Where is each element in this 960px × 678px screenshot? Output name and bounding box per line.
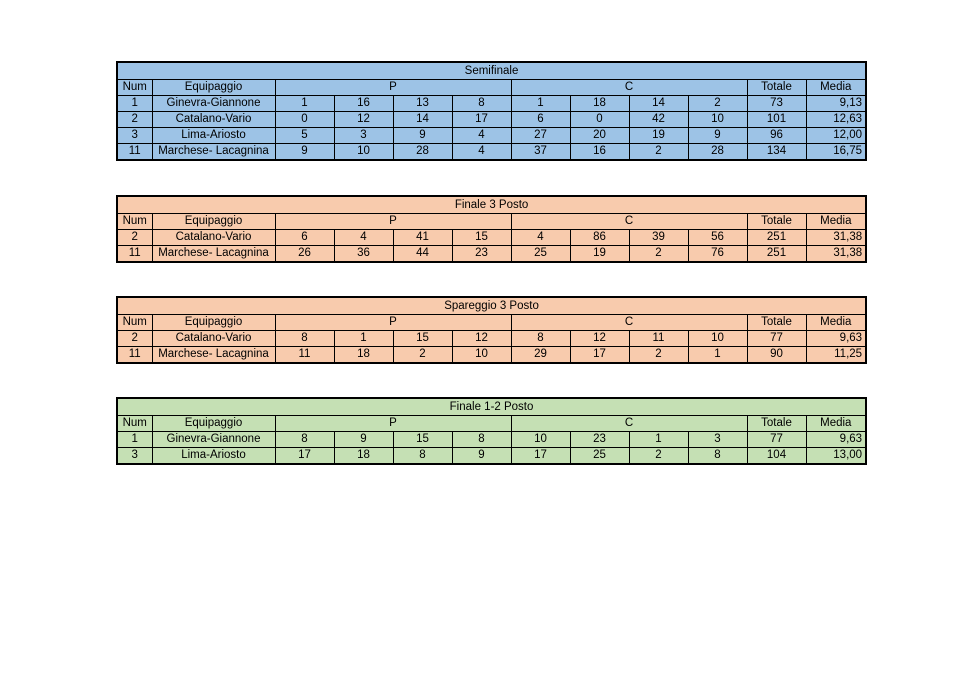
cell-p-score: 4	[452, 128, 511, 144]
header-media: Media	[806, 416, 866, 432]
cell-c-score: 19	[629, 128, 688, 144]
header-c: C	[511, 214, 747, 230]
cell-equipaggio: Lima-Ariosto	[152, 128, 275, 144]
cell-p-score: 6	[275, 230, 334, 246]
cell-num: 11	[117, 347, 152, 364]
table-row	[117, 331, 866, 347]
cell-c-score: 25	[570, 448, 629, 465]
header-totale: Totale	[747, 416, 806, 432]
cell-media: 12,00	[806, 128, 866, 144]
cell-c-score: 1	[688, 347, 747, 364]
cell-p-score: 9	[393, 128, 452, 144]
table-title-row	[117, 62, 866, 80]
cell-p-score: 12	[334, 112, 393, 128]
cell-c-score: 3	[688, 432, 747, 448]
header-equipaggio: Equipaggio	[152, 416, 275, 432]
cell-equipaggio: Marchese- Lacagnina	[152, 347, 275, 364]
cell-totale: 73	[747, 96, 806, 112]
cell-p-score: 9	[275, 144, 334, 161]
cell-num: 2	[117, 230, 152, 246]
cell-equipaggio: Ginevra-Giannone	[152, 96, 275, 112]
header-c: C	[511, 80, 747, 96]
cell-p-score: 10	[334, 144, 393, 161]
header-p: P	[275, 214, 511, 230]
cell-p-score: 8	[275, 331, 334, 347]
table-row	[117, 448, 866, 465]
cell-totale: 77	[747, 331, 806, 347]
header-totale: Totale	[747, 80, 806, 96]
cell-c-score: 17	[570, 347, 629, 364]
header-totale: Totale	[747, 315, 806, 331]
table-row	[117, 432, 866, 448]
cell-p-score: 5	[275, 128, 334, 144]
cell-c-score: 14	[629, 96, 688, 112]
semifinale-table-block	[116, 61, 864, 161]
cell-c-score: 19	[570, 246, 629, 263]
cell-p-score: 11	[275, 347, 334, 364]
cell-totale: 251	[747, 230, 806, 246]
cell-c-score: 56	[688, 230, 747, 246]
table-title: Semifinale	[117, 62, 866, 80]
cell-p-score: 15	[393, 331, 452, 347]
cell-num: 1	[117, 432, 152, 448]
cell-c-score: 23	[570, 432, 629, 448]
cell-p-score: 1	[275, 96, 334, 112]
table-title-row	[117, 297, 866, 315]
cell-p-score: 13	[393, 96, 452, 112]
cell-p-score: 44	[393, 246, 452, 263]
cell-num: 3	[117, 448, 152, 465]
cell-p-score: 23	[452, 246, 511, 263]
cell-p-score: 8	[452, 432, 511, 448]
cell-media: 31,38	[806, 230, 866, 246]
header-num: Num	[117, 315, 152, 331]
header-equipaggio: Equipaggio	[152, 315, 275, 331]
header-num: Num	[117, 214, 152, 230]
cell-equipaggio: Catalano-Vario	[152, 230, 275, 246]
cell-c-score: 8	[688, 448, 747, 465]
cell-p-score: 17	[275, 448, 334, 465]
header-num: Num	[117, 416, 152, 432]
cell-p-score: 10	[452, 347, 511, 364]
header-media: Media	[806, 315, 866, 331]
cell-equipaggio: Lima-Ariosto	[152, 448, 275, 465]
header-p: P	[275, 80, 511, 96]
cell-p-score: 2	[393, 347, 452, 364]
cell-media: 16,75	[806, 144, 866, 161]
header-c: C	[511, 416, 747, 432]
cell-c-score: 86	[570, 230, 629, 246]
cell-num: 2	[117, 331, 152, 347]
table-title: Spareggio 3 Posto	[117, 297, 866, 315]
header-media: Media	[806, 80, 866, 96]
cell-num: 11	[117, 144, 152, 161]
cell-c-score: 76	[688, 246, 747, 263]
finale-1-2-posto-table-block	[116, 397, 864, 465]
cell-equipaggio: Ginevra-Giannone	[152, 432, 275, 448]
table-row	[117, 246, 866, 263]
cell-totale: 104	[747, 448, 806, 465]
cell-c-score: 20	[570, 128, 629, 144]
cell-equipaggio: Catalano-Vario	[152, 331, 275, 347]
cell-p-score: 15	[393, 432, 452, 448]
cell-p-score: 18	[334, 347, 393, 364]
cell-c-score: 16	[570, 144, 629, 161]
cell-c-score: 42	[629, 112, 688, 128]
cell-p-score: 9	[452, 448, 511, 465]
finale-3-posto-table-block	[116, 195, 864, 263]
cell-p-score: 15	[452, 230, 511, 246]
finale-1-2-posto-table	[116, 397, 867, 465]
cell-num: 2	[117, 112, 152, 128]
cell-c-score: 2	[629, 448, 688, 465]
cell-p-score: 17	[452, 112, 511, 128]
cell-p-score: 8	[275, 432, 334, 448]
cell-media: 12,63	[806, 112, 866, 128]
cell-c-score: 4	[511, 230, 570, 246]
cell-totale: 134	[747, 144, 806, 161]
cell-c-score: 1	[629, 432, 688, 448]
table-title-row	[117, 196, 866, 214]
table-header-row	[117, 214, 866, 230]
cell-c-score: 17	[511, 448, 570, 465]
header-totale: Totale	[747, 214, 806, 230]
cell-p-score: 16	[334, 96, 393, 112]
cell-totale: 251	[747, 246, 806, 263]
cell-c-score: 2	[629, 246, 688, 263]
cell-p-score: 12	[452, 331, 511, 347]
cell-totale: 96	[747, 128, 806, 144]
cell-c-score: 6	[511, 112, 570, 128]
cell-c-score: 29	[511, 347, 570, 364]
cell-c-score: 2	[629, 144, 688, 161]
cell-totale: 101	[747, 112, 806, 128]
cell-p-score: 3	[334, 128, 393, 144]
header-media: Media	[806, 214, 866, 230]
table-title: Finale 1-2 Posto	[117, 398, 866, 416]
cell-media: 9,63	[806, 331, 866, 347]
table-row	[117, 230, 866, 246]
cell-num: 1	[117, 96, 152, 112]
table-row	[117, 112, 866, 128]
table-header-row	[117, 416, 866, 432]
cell-c-score: 28	[688, 144, 747, 161]
header-equipaggio: Equipaggio	[152, 80, 275, 96]
cell-p-score: 14	[393, 112, 452, 128]
cell-c-score: 12	[570, 331, 629, 347]
cell-media: 13,00	[806, 448, 866, 465]
cell-c-score: 1	[511, 96, 570, 112]
table-row	[117, 128, 866, 144]
header-equipaggio: Equipaggio	[152, 214, 275, 230]
cell-p-score: 18	[334, 448, 393, 465]
cell-p-score: 26	[275, 246, 334, 263]
cell-p-score: 41	[393, 230, 452, 246]
cell-p-score: 28	[393, 144, 452, 161]
header-p: P	[275, 416, 511, 432]
header-p: P	[275, 315, 511, 331]
table-title: Finale 3 Posto	[117, 196, 866, 214]
cell-c-score: 18	[570, 96, 629, 112]
header-num: Num	[117, 80, 152, 96]
cell-c-score: 39	[629, 230, 688, 246]
cell-equipaggio: Marchese- Lacagnina	[152, 246, 275, 263]
table-row	[117, 96, 866, 112]
cell-c-score: 25	[511, 246, 570, 263]
cell-p-score: 4	[452, 144, 511, 161]
header-c: C	[511, 315, 747, 331]
cell-p-score: 8	[452, 96, 511, 112]
cell-c-score: 10	[688, 112, 747, 128]
cell-c-score: 8	[511, 331, 570, 347]
cell-p-score: 36	[334, 246, 393, 263]
cell-c-score: 10	[511, 432, 570, 448]
table-header-row	[117, 315, 866, 331]
cell-p-score: 4	[334, 230, 393, 246]
cell-totale: 77	[747, 432, 806, 448]
cell-p-score: 0	[275, 112, 334, 128]
table-row	[117, 144, 866, 161]
cell-media: 11,25	[806, 347, 866, 364]
cell-media: 31,38	[806, 246, 866, 263]
cell-c-score: 11	[629, 331, 688, 347]
table-title-row	[117, 398, 866, 416]
cell-media: 9,63	[806, 432, 866, 448]
cell-c-score: 27	[511, 128, 570, 144]
table-row	[117, 347, 866, 364]
cell-c-score: 2	[688, 96, 747, 112]
cell-c-score: 10	[688, 331, 747, 347]
spareggio-3-posto-table-block	[116, 296, 864, 364]
cell-c-score: 9	[688, 128, 747, 144]
cell-c-score: 2	[629, 347, 688, 364]
cell-c-score: 0	[570, 112, 629, 128]
cell-media: 9,13	[806, 96, 866, 112]
cell-equipaggio: Catalano-Vario	[152, 112, 275, 128]
spareggio-3-posto-table	[116, 296, 867, 364]
cell-c-score: 37	[511, 144, 570, 161]
cell-equipaggio: Marchese- Lacagnina	[152, 144, 275, 161]
cell-p-score: 1	[334, 331, 393, 347]
cell-p-score: 8	[393, 448, 452, 465]
semifinale-table	[116, 61, 867, 161]
table-header-row	[117, 80, 866, 96]
cell-num: 11	[117, 246, 152, 263]
finale-3-posto-table	[116, 195, 867, 263]
cell-totale: 90	[747, 347, 806, 364]
cell-p-score: 9	[334, 432, 393, 448]
cell-num: 3	[117, 128, 152, 144]
